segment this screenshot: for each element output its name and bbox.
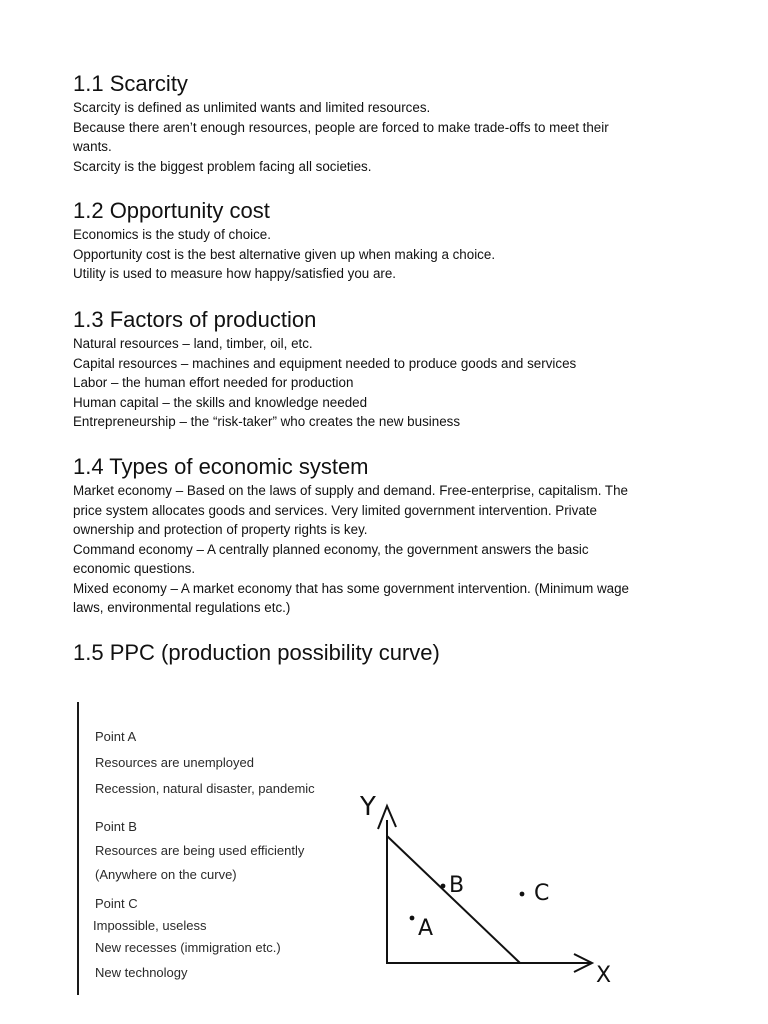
ppc-note: New technology: [95, 965, 188, 980]
point-c-dot: [520, 892, 525, 897]
section-line: Scarcity is defined as unlimited wants and limited resources.: [73, 100, 431, 115]
section-line: Capital resources – machines and equipment needed to produce goods and services: [73, 355, 577, 371]
section-heading: 1.4 Types of economic system: [73, 454, 369, 479]
section-line: laws, environmental regulations etc.): [73, 600, 291, 615]
ppc-note: (Anywhere on the curve): [95, 867, 237, 882]
section-line: Command economy – A centrally planned economy, the government answers the basic: [73, 541, 589, 557]
section-line: Opportunity cost is the best alternative given up when making a choice.: [73, 246, 496, 262]
ppc-axes: [387, 820, 592, 963]
section-heading: 1.5 PPC (production possibility curve): [73, 640, 440, 665]
point-a-dot: [410, 916, 415, 921]
notes-margin-line: [77, 702, 79, 995]
section-line: Scarcity is the biggest problem facing all societies.: [73, 158, 372, 174]
ppc-diagram: [340, 780, 640, 990]
ppc-note: Resources are unemployed: [95, 755, 254, 770]
section-line: wants.: [73, 139, 112, 154]
ppc-note: Point A: [95, 729, 137, 744]
point-b-dot: [441, 884, 446, 889]
ppc-note: Resources are being used efficiently: [95, 843, 305, 858]
section-line: Utility is used to measure how happy/satisfied you are.: [73, 266, 397, 281]
section-line: Economics is the study of choice.: [73, 227, 271, 242]
section-line: economic questions.: [73, 561, 196, 576]
section-line: Labor – the human effort needed for production: [73, 375, 354, 390]
section-heading: 1.3 Factors of production: [73, 307, 317, 332]
section-factors-of-production: [73, 306, 713, 432]
point-c-label: C: [534, 881, 550, 906]
section-heading: 1.1 Scarcity: [73, 71, 188, 96]
section-economic-systems: [73, 453, 713, 618]
section-line: Mixed economy – A market economy that has some government intervention. (Minimum wage: [73, 580, 629, 596]
x-axis-label: X: [596, 963, 612, 988]
y-axis-label: Y: [360, 792, 376, 822]
section-line: ownership and protection of property rights is key.: [73, 522, 368, 537]
ppc-note: Recession, natural disaster, pandemic: [95, 781, 315, 796]
ppc-note: Impossible, useless: [93, 918, 207, 933]
section-heading: 1.2 Opportunity cost: [73, 198, 270, 223]
ppc-note: New recesses (immigration etc.): [95, 940, 281, 955]
section-line: Human capital – the skills and knowledge needed: [73, 394, 368, 410]
ppc-note: Point B: [95, 819, 137, 834]
section-scarcity: [73, 70, 713, 176]
point-b-label: B: [449, 873, 465, 898]
section-line: price system allocates goods and services. Very limited government intervention. Private: [73, 502, 597, 518]
ppc-note: Point C: [95, 896, 138, 911]
ppc-curve: [387, 836, 520, 963]
section-ppc: [73, 639, 713, 667]
section-opportunity-cost: [73, 197, 713, 284]
section-line: Market economy – Based on the laws of supply and demand. Free-enterprise, capitalism. The: [73, 483, 629, 498]
section-line: Natural resources – land, timber, oil, etc.: [73, 336, 313, 351]
section-line: Because there aren’t enough resources, people are forced to make trade-offs to meet their: [73, 119, 609, 135]
section-line: Entrepreneurship – the “risk-taker” who creates the new business: [73, 414, 461, 429]
point-a-label: A: [418, 916, 434, 941]
